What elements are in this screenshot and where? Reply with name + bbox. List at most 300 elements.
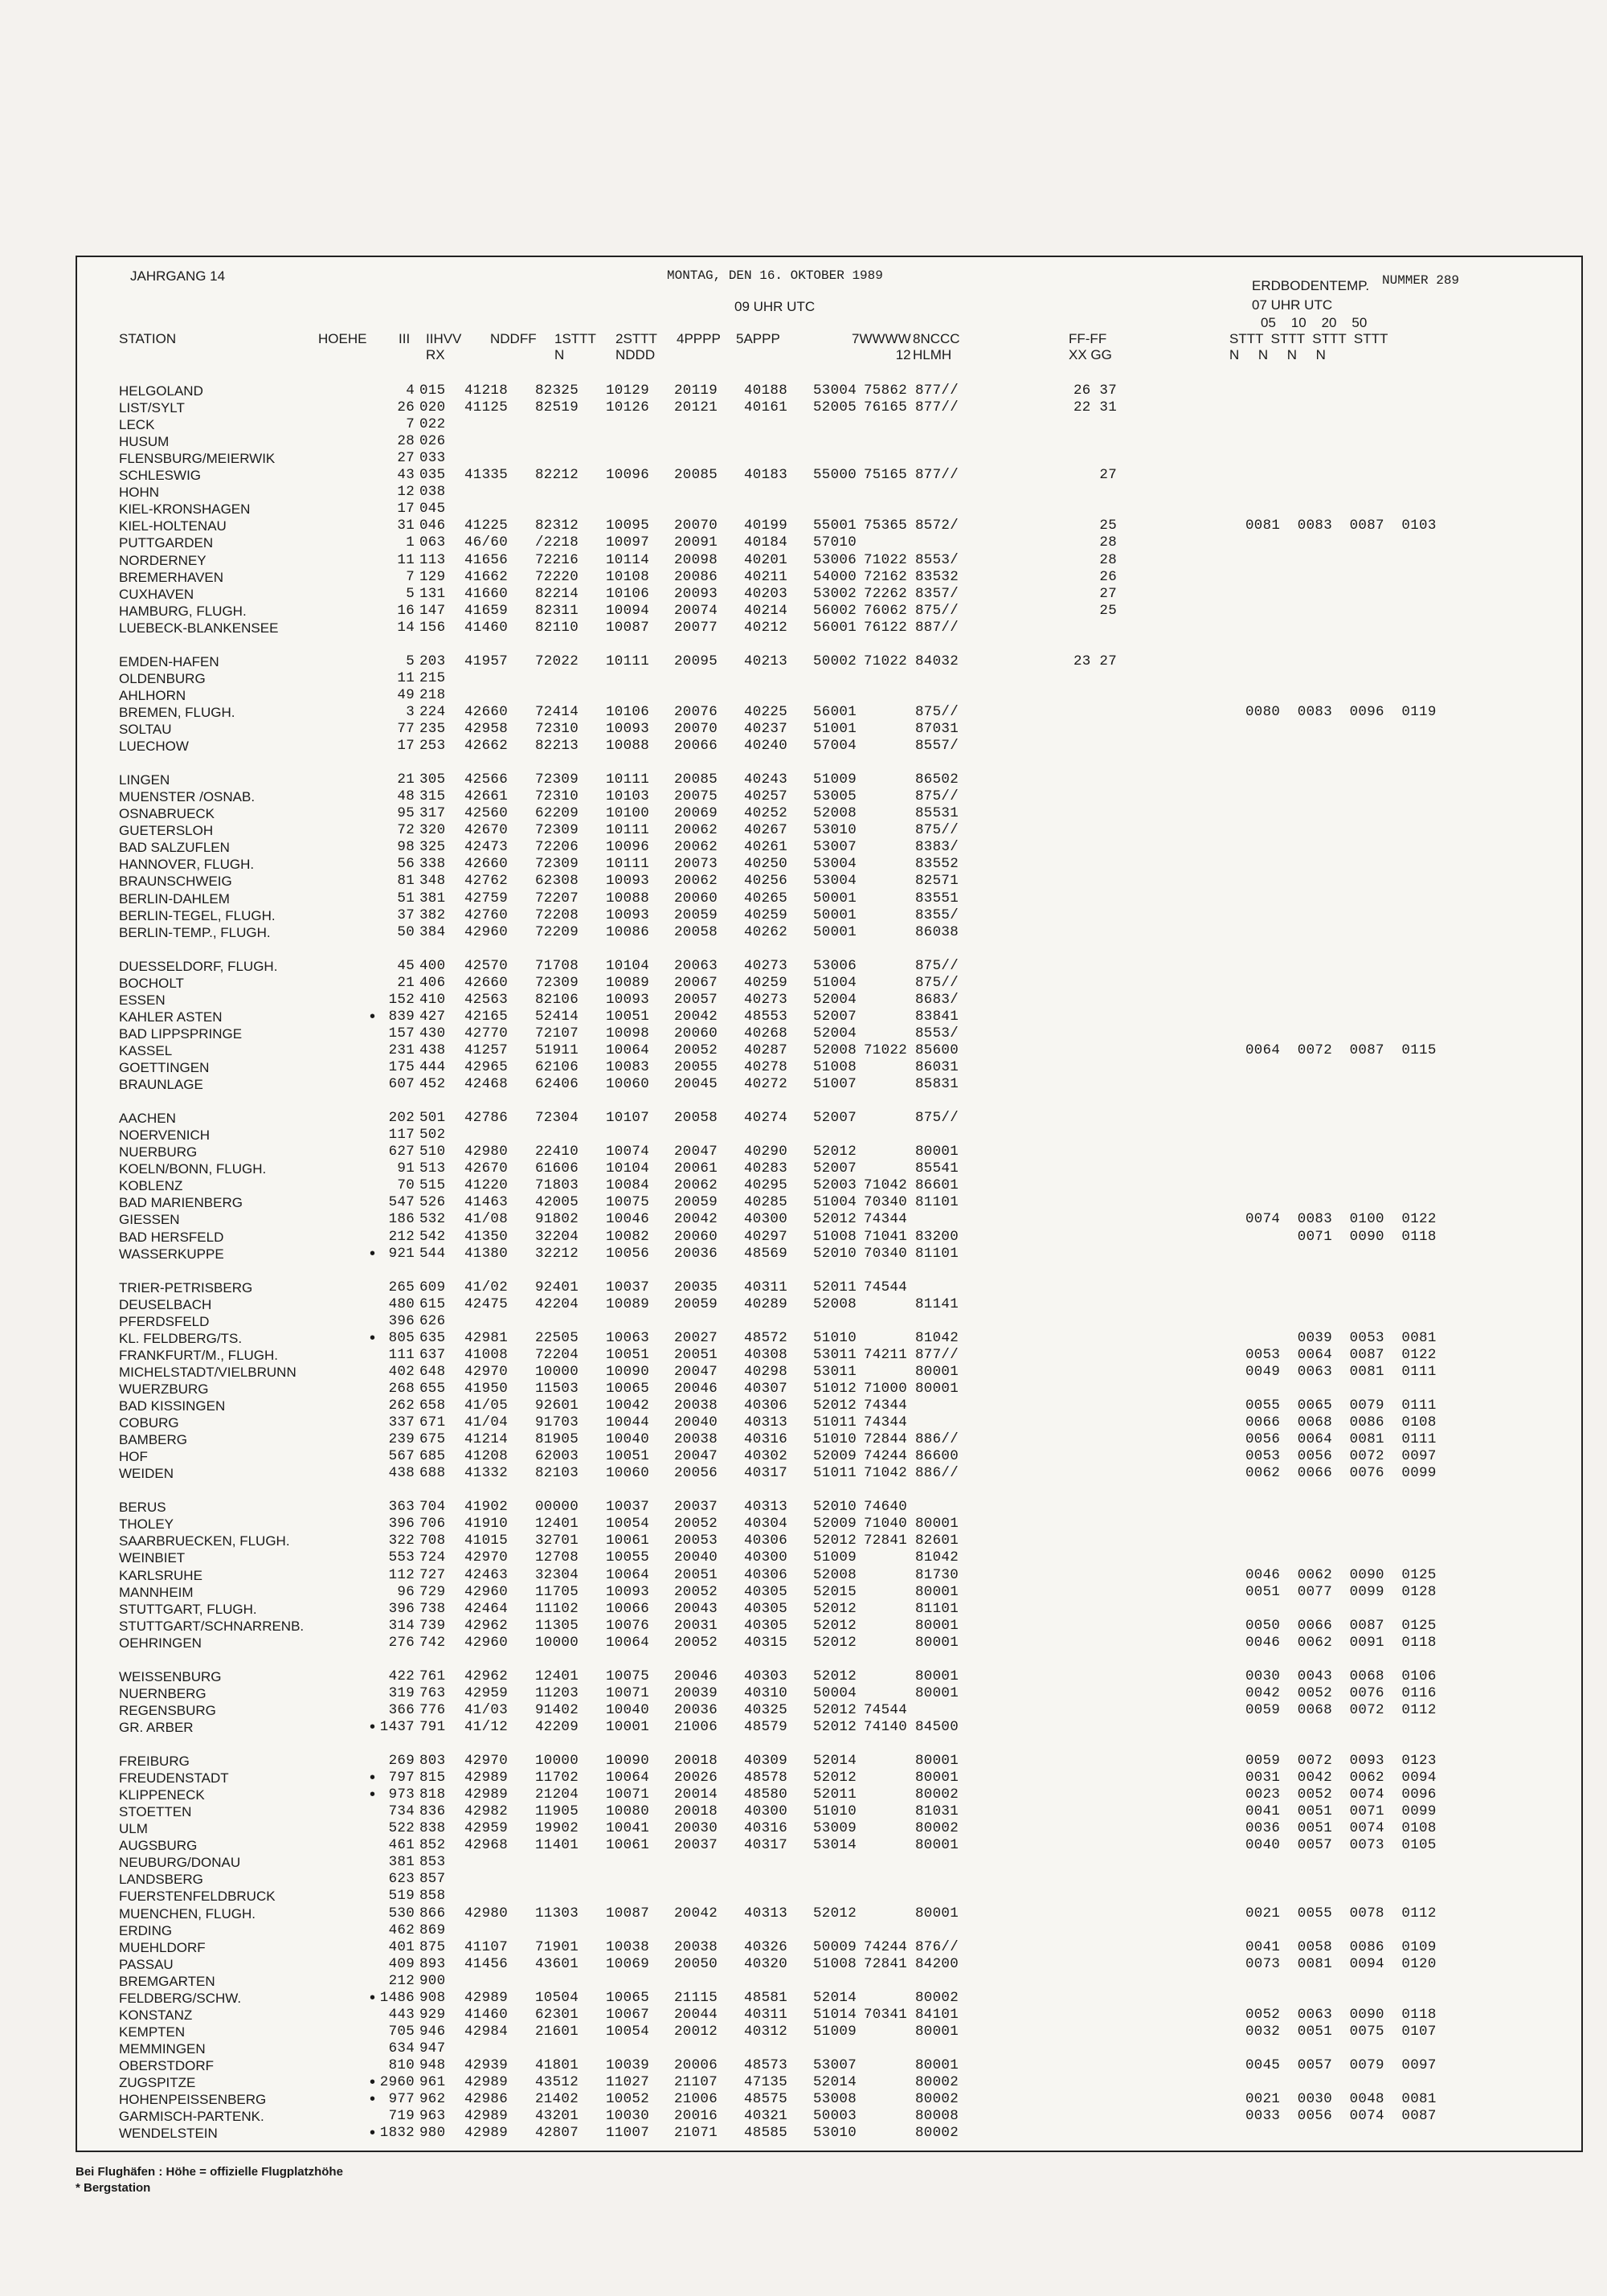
station-id: 615 [419, 1295, 446, 1312]
station-id: 803 [419, 1753, 446, 1770]
synop-group-3: 20058 [674, 1110, 718, 1127]
synop-group-5: 53006 [813, 957, 857, 974]
synop-group-1: 72022 [535, 653, 579, 669]
synop-group-7: 85531 [915, 805, 959, 822]
station-name: LINGEN [119, 772, 170, 788]
station-row [77, 1702, 1585, 1719]
synop-group-4: 40212 [744, 619, 788, 636]
station-name: BREMEN, FLUGH. [119, 704, 235, 720]
station-name: OLDENBURG [119, 670, 206, 686]
mountain-station-marker: • [370, 2073, 376, 2091]
synop-group-5: 51014 [813, 2006, 857, 2023]
synop-group-3: 20035 [674, 1279, 718, 1295]
synop-group-1: 10000 [535, 1634, 579, 1651]
station-row [77, 924, 1585, 941]
station-row [77, 1753, 1585, 1770]
synop-group-0: 42670 [464, 1160, 509, 1177]
synop-group-4: 48569 [744, 1245, 788, 1262]
station-row [77, 1059, 1585, 1076]
synop-group-3: 20012 [674, 2023, 718, 2040]
station-row [77, 1229, 1585, 1246]
station-row [77, 975, 1585, 992]
synop-group-1: 32701 [535, 1533, 579, 1549]
synop-group-4: 48575 [744, 2091, 788, 2108]
station-row [77, 2074, 1585, 2091]
synop-group-3: 20070 [674, 721, 718, 737]
synop-group-1: 42204 [535, 1295, 579, 1312]
station-name: EMDEN-HAFEN [119, 653, 219, 669]
column-header-station: STATION [119, 331, 177, 346]
synop-group-4: 40243 [744, 771, 788, 788]
synop-group-2: 10093 [606, 721, 650, 737]
station-id: 410 [419, 991, 446, 1008]
synop-group-3: 20058 [674, 923, 718, 940]
station-row [77, 2007, 1585, 2024]
station-name: BAMBERG [119, 1432, 188, 1448]
synop-group-5: 52009 [813, 1448, 857, 1465]
synop-group-3: 21115 [674, 1989, 718, 2006]
synop-group-5: 52007 [813, 1160, 857, 1177]
station-id: 947 [419, 2040, 446, 2057]
soil-temperatures: 0049 0063 0081 0111 [1245, 1363, 1437, 1380]
synop-group-6: 75862 [863, 383, 907, 399]
soil-temperatures: 0059 0072 0093 0123 [1245, 1753, 1437, 1770]
synop-group-7: 81042 [915, 1549, 959, 1566]
station-altitude: 51 [397, 890, 415, 907]
station-altitude: 212 [388, 1228, 415, 1245]
synop-group-2: 10093 [606, 1583, 650, 1600]
synop-group-7: 887// [915, 619, 959, 636]
synop-group-2: 10066 [606, 1600, 650, 1617]
station-row [77, 1973, 1585, 1990]
synop-group-1: 11102 [535, 1600, 579, 1617]
synop-group-2: 10076 [606, 1617, 650, 1634]
station-name: CUXHAVEN [119, 586, 194, 602]
station-name: SAARBRUECKEN, FLUGH. [119, 1533, 290, 1549]
synop-group-8: 25 [1073, 518, 1118, 534]
synop-group-3: 20060 [674, 1228, 718, 1245]
synop-group-0: 42968 [464, 1837, 509, 1854]
synop-group-7: 80008 [915, 2108, 959, 2125]
synop-group-2: 10056 [606, 1245, 650, 1262]
synop-group-2: 10089 [606, 974, 650, 991]
synop-group-0: 42660 [464, 974, 509, 991]
synop-group-7: 85600 [915, 1042, 959, 1058]
mountain-station-marker: • [370, 1244, 376, 1263]
issue-number: NUMMER 289 [1382, 273, 1460, 288]
column-header-soil: STTT STTT STTT STTT N N N N [1229, 331, 1388, 362]
station-row [77, 1786, 1585, 1803]
station-row [77, 805, 1585, 822]
synop-group-3: 20037 [674, 1499, 718, 1516]
station-altitude: 96 [397, 1583, 415, 1600]
synop-group-3: 20052 [674, 1583, 718, 1600]
synop-group-7: 84032 [915, 653, 959, 669]
soil-temperatures: 0053 0056 0072 0097 [1245, 1448, 1437, 1465]
synop-group-1: 11305 [535, 1617, 579, 1634]
synop-group-4: 40307 [744, 1380, 788, 1397]
synop-group-1: 91402 [535, 1701, 579, 1718]
station-id: 129 [419, 568, 446, 585]
synop-group-3: 20026 [674, 1770, 718, 1786]
synop-group-4: 40261 [744, 839, 788, 856]
synop-group-1: 10000 [535, 1753, 579, 1770]
synop-group-0: 42759 [464, 890, 509, 907]
synop-group-2: 10088 [606, 890, 650, 907]
station-altitude: 77 [397, 721, 415, 737]
synop-group-2: 10106 [606, 703, 650, 720]
synop-group-5: 50001 [813, 890, 857, 907]
station-name: LIST/SYLT [119, 400, 185, 416]
station-row [77, 1144, 1585, 1160]
station-altitude: 627 [388, 1144, 415, 1160]
station-name: FREIBURG [119, 1754, 190, 1770]
synop-group-4: 40313 [744, 1905, 788, 1922]
synop-group-5: 51004 [813, 974, 857, 991]
station-name: WUERZBURG [119, 1381, 209, 1397]
station-id: 438 [419, 1042, 446, 1058]
synop-group-0: 42468 [464, 1076, 509, 1093]
synop-group-5: 56001 [813, 703, 857, 720]
synop-group-5: 52012 [813, 1144, 857, 1160]
soil-temperatures: 0031 0042 0062 0094 [1245, 1770, 1437, 1786]
station-altitude: 50 [397, 923, 415, 940]
station-row [77, 1533, 1585, 1549]
synop-group-4: 40297 [744, 1228, 788, 1245]
station-row [77, 1194, 1585, 1211]
synop-group-4: 40295 [744, 1177, 788, 1194]
synop-group-4: 40317 [744, 1465, 788, 1482]
station-id: 852 [419, 1837, 446, 1854]
synop-group-7: 83552 [915, 856, 959, 873]
station-row [77, 1584, 1585, 1601]
synop-group-5: 53006 [813, 551, 857, 568]
synop-group-1: 72309 [535, 856, 579, 873]
synop-group-7: 80001 [915, 1770, 959, 1786]
synop-group-2: 10064 [606, 1770, 650, 1786]
synop-group-2: 10060 [606, 1076, 650, 1093]
station-name: NUERBURG [119, 1144, 198, 1160]
synop-group-7: 80002 [915, 2125, 959, 2142]
synop-group-0: 42970 [464, 1363, 509, 1380]
synop-group-5: 51004 [813, 1194, 857, 1211]
synop-group-4: 48581 [744, 1989, 788, 2006]
synop-group-2: 10084 [606, 1177, 650, 1194]
synop-group-7: 80001 [915, 2023, 959, 2040]
station-row [77, 1296, 1585, 1313]
synop-group-7: 81730 [915, 1566, 959, 1583]
synop-group-1: 12401 [535, 1668, 579, 1684]
synop-group-5: 52014 [813, 1989, 857, 2006]
station-id: 203 [419, 653, 446, 669]
synop-group-2: 10067 [606, 2006, 650, 2023]
synop-group-7: 80001 [915, 1380, 959, 1397]
station-name: BERLIN-DAHLEM [119, 890, 230, 907]
synop-group-4: 40272 [744, 1076, 788, 1093]
station-row [77, 518, 1585, 534]
station-altitude: 363 [388, 1499, 415, 1516]
synop-group-2: 10111 [606, 653, 650, 669]
station-altitude: 1437 [379, 1718, 415, 1735]
synop-group-4: 40262 [744, 923, 788, 940]
synop-group-5: 52003 [813, 1177, 857, 1194]
synop-group-1: 82103 [535, 1465, 579, 1482]
synop-group-3: 20060 [674, 1025, 718, 1042]
station-altitude: 17 [397, 738, 415, 755]
station-name: SOLTAU [119, 722, 172, 737]
synop-group-0: 41460 [464, 2006, 509, 2023]
soil-temperatures: 0023 0052 0074 0096 [1245, 1786, 1437, 1803]
synop-group-4: 40315 [744, 1634, 788, 1651]
synop-group-0: 42762 [464, 873, 509, 890]
synop-group-7: 80001 [915, 1837, 959, 1854]
station-name: HELGOLAND [119, 383, 203, 399]
synop-group-1: 43512 [535, 2074, 579, 2090]
station-id: 015 [419, 383, 446, 399]
station-row [77, 1956, 1585, 1973]
synop-group-7: 80001 [915, 1668, 959, 1684]
synop-group-8: 23 27 [1073, 653, 1118, 669]
synop-group-3: 20042 [674, 1211, 718, 1228]
station-row [77, 721, 1585, 738]
synop-group-0: 41659 [464, 602, 509, 619]
synop-group-3: 20062 [674, 1177, 718, 1194]
synop-group-6: 72162 [863, 568, 907, 585]
station-id: 763 [419, 1684, 446, 1701]
synop-group-4: 48578 [744, 1770, 788, 1786]
mountain-station-marker: • [370, 1988, 376, 2007]
synop-group-4: 40326 [744, 1938, 788, 1955]
station-row [77, 822, 1585, 839]
synop-group-0: 42989 [464, 2125, 509, 2142]
station-altitude: 797 [388, 1770, 415, 1786]
synop-group-0: 42981 [464, 1329, 509, 1346]
synop-group-7: 80001 [915, 1617, 959, 1634]
mountain-station-marker: • [370, 1717, 376, 1736]
station-id: 685 [419, 1448, 446, 1465]
station-name: HAMBURG, FLUGH. [119, 603, 247, 619]
station-altitude: 480 [388, 1295, 415, 1312]
soil-depth-labels: 05 10 20 50 [1261, 315, 1368, 330]
soil-temperatures: 0059 0068 0072 0112 [1245, 1701, 1437, 1718]
synop-group-2: 10126 [606, 399, 650, 416]
synop-group-2: 10093 [606, 907, 650, 923]
synop-group-3: 20063 [674, 957, 718, 974]
synop-group-1: 11203 [535, 1684, 579, 1701]
soil-temperatures: 0080 0083 0096 0119 [1245, 703, 1437, 720]
synop-group-6: 72841 [863, 1955, 907, 1972]
synop-group-5: 56001 [813, 619, 857, 636]
station-name: THOLEY [119, 1516, 174, 1533]
synop-group-2: 11007 [606, 2125, 650, 2142]
synop-group-2: 10089 [606, 1295, 650, 1312]
synop-group-0: 42989 [464, 1989, 509, 2006]
synop-group-0: 41950 [464, 1380, 509, 1397]
synop-group-0: 42560 [464, 805, 509, 822]
soil-temperatures: 0021 0030 0048 0081 [1245, 2091, 1437, 2108]
synop-group-3: 20038 [674, 1398, 718, 1414]
synop-group-3: 20030 [674, 1820, 718, 1837]
station-name: DUESSELDORF, FLUGH. [119, 958, 278, 974]
synop-group-3: 20073 [674, 856, 718, 873]
synop-group-3: 20055 [674, 1059, 718, 1075]
soil-temperatures: 0045 0057 0079 0097 [1245, 2057, 1437, 2073]
station-altitude: 1832 [379, 2125, 415, 2142]
station-row [77, 1465, 1585, 1482]
synop-group-4: 40259 [744, 974, 788, 991]
synop-group-7: 86601 [915, 1177, 959, 1194]
synop-group-2: 10080 [606, 1803, 650, 1820]
synop-group-5: 53014 [813, 1837, 857, 1854]
station-id: 156 [419, 619, 446, 636]
synop-group-6: 74344 [863, 1398, 907, 1414]
soil-temperatures: 0074 0083 0100 0122 [1245, 1211, 1437, 1228]
station-name: KOBLENZ [119, 1178, 183, 1194]
synop-group-0: 42962 [464, 1668, 509, 1684]
synop-group-4: 40316 [744, 1431, 788, 1448]
synop-group-6: 74244 [863, 1448, 907, 1465]
synop-group-0: 42670 [464, 822, 509, 839]
synop-group-0: 42660 [464, 703, 509, 720]
soil-temperatures: 0040 0057 0073 0105 [1245, 1837, 1437, 1854]
synop-group-0: 46/60 [464, 534, 509, 551]
station-name: WEIDEN [119, 1466, 174, 1482]
station-id: 688 [419, 1465, 446, 1482]
synop-group-7: 80001 [915, 1905, 959, 1922]
synop-group-2: 10087 [606, 1905, 650, 1922]
station-altitude: 401 [388, 1938, 415, 1955]
synop-group-6: 75165 [863, 467, 907, 484]
synop-group-7: 81101 [915, 1600, 959, 1617]
synop-group-1: 82311 [535, 602, 579, 619]
synop-group-4: 40312 [744, 2023, 788, 2040]
station-name: KIEL-HOLTENAU [119, 518, 227, 534]
station-row [77, 433, 1585, 450]
station-row [77, 1313, 1585, 1330]
synop-group-3: 20043 [674, 1600, 718, 1617]
synop-group-1: 62106 [535, 1059, 579, 1075]
station-row [77, 1516, 1585, 1533]
synop-group-2: 10055 [606, 1549, 650, 1566]
soil-temperatures: 0081 0083 0087 0103 [1245, 518, 1437, 534]
station-altitude: 27 [397, 450, 415, 467]
station-row [77, 1635, 1585, 1651]
synop-group-4: 40305 [744, 1600, 788, 1617]
station-row [77, 2057, 1585, 2074]
synop-group-1: 22410 [535, 1144, 579, 1160]
synop-group-5: 51008 [813, 1228, 857, 1245]
synop-group-1: 72216 [535, 551, 579, 568]
synop-group-7: 80001 [915, 1516, 959, 1533]
station-altitude: 268 [388, 1380, 415, 1397]
synop-group-2: 10106 [606, 585, 650, 602]
station-name: COBURG [119, 1415, 179, 1431]
soil-temperatures: 0036 0051 0074 0108 [1245, 1820, 1437, 1837]
synop-group-7: 81101 [915, 1245, 959, 1262]
station-altitude: 11 [397, 551, 415, 568]
station-row [77, 1499, 1585, 1516]
station-altitude: 623 [388, 1871, 415, 1888]
synop-group-3: 20077 [674, 619, 718, 636]
station-id: 317 [419, 805, 446, 822]
station-altitude: 14 [397, 619, 415, 636]
station-altitude: 7 [406, 416, 415, 433]
synop-group-4: 40308 [744, 1346, 788, 1363]
synop-group-2: 10054 [606, 2023, 650, 2040]
synop-group-0: 41125 [464, 399, 509, 416]
synop-group-7: 877// [915, 467, 959, 484]
station-row [77, 873, 1585, 890]
station-name: FUERSTENFELDBRUCK [119, 1889, 276, 1905]
synop-group-2: 10083 [606, 1059, 650, 1075]
synop-group-1: 43601 [535, 1955, 579, 1972]
synop-group-4: 40311 [744, 1279, 788, 1295]
synop-group-2: 10044 [606, 1414, 650, 1431]
station-name: KONSTANZ [119, 2007, 193, 2023]
synop-group-4: 40203 [744, 585, 788, 602]
synop-group-2: 10097 [606, 534, 650, 551]
synop-group-3: 20047 [674, 1144, 718, 1160]
synop-group-5: 52012 [813, 1211, 857, 1228]
synop-group-2: 10096 [606, 839, 650, 856]
station-name: LUECHOW [119, 739, 189, 755]
synop-group-4: 48585 [744, 2125, 788, 2142]
synop-group-0: 41/05 [464, 1398, 509, 1414]
synop-group-0: 41225 [464, 518, 509, 534]
synop-group-5: 55001 [813, 518, 857, 534]
station-row [77, 534, 1585, 551]
station-name: BAD KISSINGEN [119, 1398, 226, 1414]
synop-group-3: 20052 [674, 1634, 718, 1651]
station-id: 046 [419, 518, 446, 534]
station-altitude: 522 [388, 1820, 415, 1837]
synop-group-2: 10090 [606, 1363, 650, 1380]
synop-group-0: 42786 [464, 1110, 509, 1127]
synop-group-2: 10037 [606, 1499, 650, 1516]
synop-group-7: 87031 [915, 721, 959, 737]
station-id: 348 [419, 873, 446, 890]
synop-group-7: 81101 [915, 1194, 959, 1211]
synop-group-3: 20006 [674, 2057, 718, 2073]
station-name: LUEBECK-BLANKENSEE [119, 620, 279, 636]
station-altitude: 72 [397, 822, 415, 839]
station-altitude: 262 [388, 1398, 415, 1414]
synop-group-0: 42970 [464, 1549, 509, 1566]
synop-group-1: 71901 [535, 1938, 579, 1955]
synop-group-4: 40273 [744, 991, 788, 1008]
station-altitude: 547 [388, 1194, 415, 1211]
synop-group-7: 82601 [915, 1533, 959, 1549]
synop-group-3: 20053 [674, 1533, 718, 1549]
synop-group-1: 72208 [535, 907, 579, 923]
synop-group-6: 71022 [863, 551, 907, 568]
station-id: 648 [419, 1363, 446, 1380]
station-id: 502 [419, 1127, 446, 1144]
station-altitude: 366 [388, 1701, 415, 1718]
station-altitude: 157 [388, 1025, 415, 1042]
synop-group-3: 20052 [674, 1042, 718, 1058]
synop-group-7: 80001 [915, 1753, 959, 1770]
synop-group-7: 85541 [915, 1160, 959, 1177]
station-row [77, 771, 1585, 788]
station-row [77, 399, 1585, 416]
soil-temperatures: 0046 0062 0090 0125 [1245, 1566, 1437, 1583]
station-id: 866 [419, 1905, 446, 1922]
station-name: GIESSEN [119, 1212, 180, 1228]
soil-temperatures: 0052 0063 0090 0118 [1245, 2006, 1437, 2023]
synop-group-1: 43201 [535, 2108, 579, 2125]
synop-group-5: 53007 [813, 2057, 857, 2073]
